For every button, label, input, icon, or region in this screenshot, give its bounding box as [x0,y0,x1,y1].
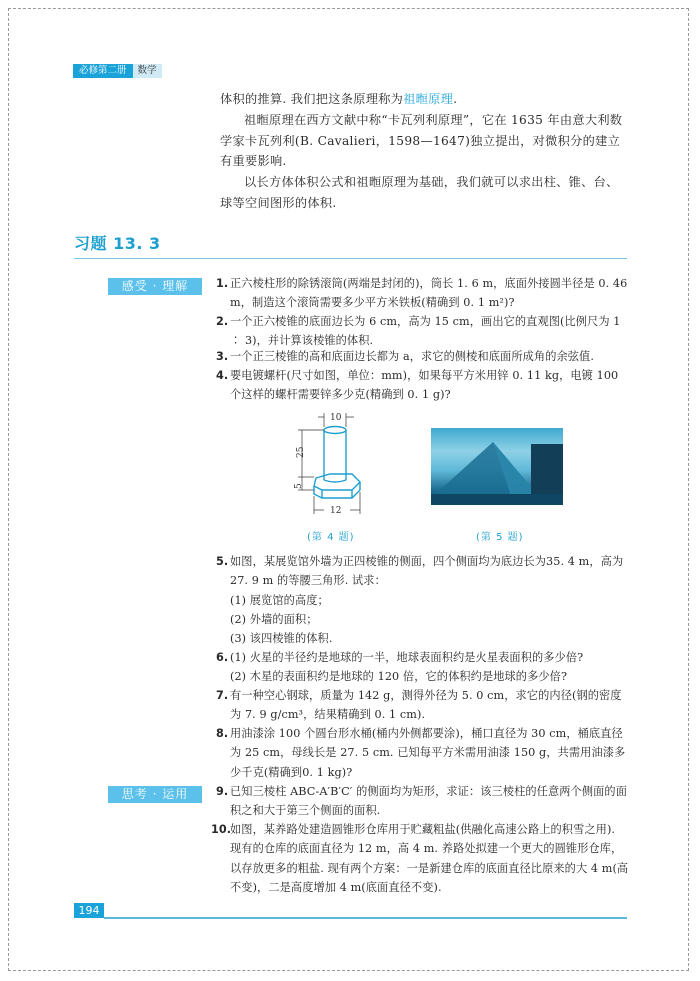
exercise-number: 3. [216,350,229,363]
exercise-text: 一个正六棱锥的底面边长为 6 cm，高为 15 cm，画出它的直观图(比例尺为 1 ∶ 3)，并计算该棱锥的体积. [230,315,621,348]
intro-paragraph-2 [220,110,628,172]
dim-top: 10 [330,413,342,423]
figure-5-caption: (第 5 题) [476,532,524,543]
louvre-pyramid-photo [431,428,563,505]
exercise-7 [216,686,630,725]
bolt-diagram [290,410,370,518]
exercise-text: 要电镀螺杆(尺寸如图，单位：mm)，如果每平方米用锌 0. 11 kg，电镀 100 个这样的螺杆需要锌多少克(精确到 0. 1 g)? [230,369,619,402]
exercise-text: 有一种空心钢球，质量为 142 g，测得外径为 5. 0 cm，求它的内径(钢的密度为 7. 9 g/cm³，结果精确到 0. 1 cm). [230,689,622,722]
exercise-number: 1. [216,277,229,290]
exercise-number: 4. [216,369,229,382]
intro-line-1 [220,89,628,110]
intro-para-2-text: 祖暅原理在西方文献中称“卡瓦列利原理”，它在 1635 年由意大利数学家卡瓦列利(B. Cavalieri，1598—1647)独立提出，对微积分的建立有重要影响. [220,113,623,168]
exercise-subpart: (2) 外墙的面积； [230,612,318,626]
exercise-text: 如图，某养路处建造圆锥形仓库用于贮藏粗盐(供融化高速公路上的积雪之用). 现有的仓库的底面直径为 12 m，高 4 m. 养路处拟建一个更大的圆锥形仓库，以存放更多的粗盐. 现有两个方案：一是新建仓库的底面直径比原来的大 4 m(高不变)，二是高度增加 4 m(底面直径不变). [230,823,629,894]
intro-para-3-text: 以长方体体积公式和祖暅原理为基础，我们就可以求出柱、锥、台、球等空间图形的体积. [220,175,619,210]
exercise-number: 6. [216,651,229,664]
exercise-number: 8. [216,727,229,740]
intro-period: . [453,92,458,106]
exercise-8 [216,724,630,782]
book-label: 必修第二册 [73,64,133,78]
exercise-text: 用油漆涂 100 个圆台形水桶(桶内外侧都要涂)，桶口直径为 30 cm，桶底直径为 25 cm，母线长是 27. 5 cm. 已知每平方米需用油漆 150 g，共需用油漆多少千克(精确到0. 1 kg)? [230,727,626,779]
exercise-text: 如图，某展览馆外墙为正四棱锥的侧面，四个侧面均为底边长为35. 4 m，高为 27. 9 m 的等腰三角形. 试求： [230,555,624,588]
exercise-6 [216,648,630,687]
exercise-5 [216,552,630,648]
figure-4-caption: (第 4 题) [307,532,355,543]
exercise-subpart: (3) 该四棱锥的体积. [230,632,333,646]
exercise-text: 已知三棱柱 ABC-A′B′C′ 的侧面均为矩形，求证：该三棱柱的任意两个侧面的面积之和大于第三个侧面的面积. [230,785,627,818]
exercise-9 [216,782,630,821]
term-zugeng-principle: 祖暅原理 [403,92,454,106]
exercise-number: 10. [211,823,232,836]
section-title: 习题 13. 3 [74,234,161,253]
tag-understand: 感受 · 理解 [108,278,202,295]
intro-paragraph-3 [220,172,628,213]
exercise-subpart: (2) 木星的表面积约是地球的 120 倍，它的体积约是地球的多少倍? [230,670,568,684]
exercise-3 [216,347,630,366]
dim-bottom: 12 [330,506,342,516]
exercise-10 [211,820,630,897]
running-header [73,64,162,78]
exercise-2 [216,312,630,351]
exercise-4 [216,366,630,405]
subject-label: 数学 [133,64,162,78]
exercise-number: 5. [216,555,229,568]
dim-base-height: 5 [294,483,304,489]
page-number: 194 [74,903,104,918]
exercise-number: 2. [216,315,229,328]
intro-text: 体积的推算. 我们把这条原理称为 [220,92,404,106]
exercise-number: 7. [216,689,229,702]
dim-height: 25 [296,446,306,458]
exercise-subpart: (1) 火星的半径约是地球的一半，地球表面积约是火星表面积的多少倍? [230,651,584,664]
exercise-text: 正六棱柱形的除锈滚筒(两端是封闭的)，筒长 1. 6 m，底面外接圆半径是 0. 46 m，制造这个滚筒需要多少平方米铁板(精确到 0. 1 m²)? [230,277,628,310]
tag-think: 思考 · 运用 [108,786,202,803]
footer-rule [104,917,627,919]
exercise-text: 一个正三棱锥的高和底面边长都为 a，求它的侧棱和底面所成角的余弦值. [230,350,594,363]
section-rule [74,258,627,259]
exercise-number: 9. [216,785,229,798]
exercise-subpart: (1) 展览馆的高度； [230,593,329,607]
exercise-1 [216,274,630,313]
